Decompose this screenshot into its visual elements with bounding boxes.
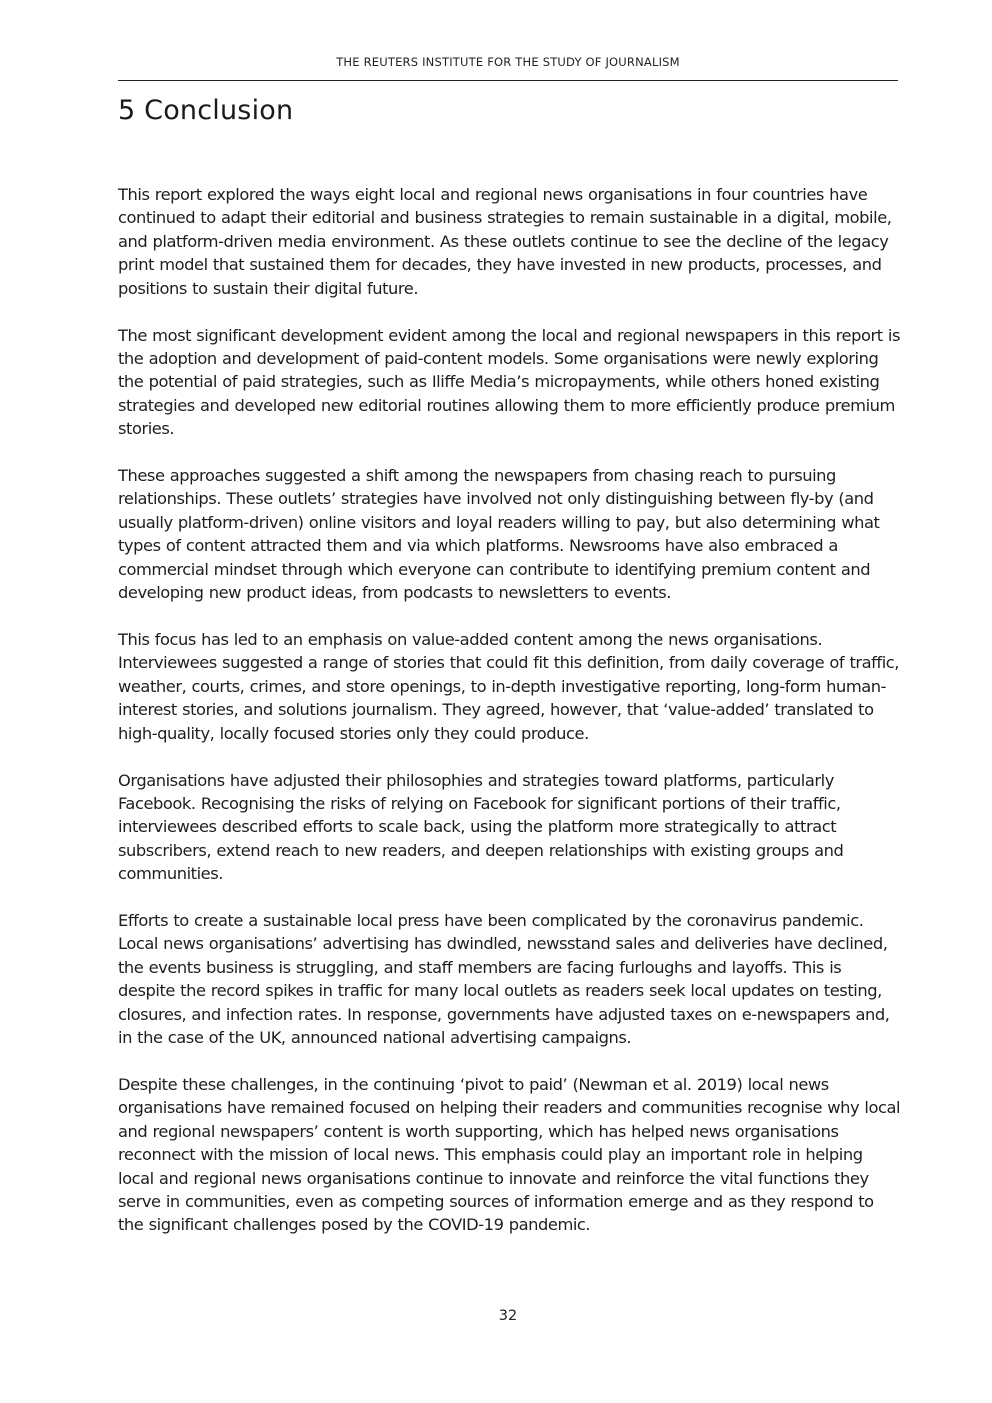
paragraph-7: Despite these challenges, in the continuing ‘pivot to paid’ (Newman et al. 2019) local news organisations have remained focused on helping their readers and communities recognise why local and regional newspapers’ content is worth supporting, which has helped news organisations reconnect with the mission of local news. This emphasis could play an important role in helping local and regional news organisations continue to innovate and reinforce the vital functions they serve in communities, even as competing sources of information emerge and as they respond to the significant challenges posed by the COVID-19 pandemic. [118, 1075, 901, 1235]
paragraph-1: This report explored the ways eight local and regional news organisations in four countries have continued to adapt their editorial and business strategies to remain sustainable in a digital, mobile, and platform-driven media environment. As these outlets continue to see the decline of the legacy print model that sustained them for decades, they have invested in new products, processes, and positions to sustain their digital future. [118, 185, 892, 298]
body-text [118, 183, 902, 1260]
header-divider [118, 80, 898, 81]
paragraph-4: This focus has led to an emphasis on value-added content among the news organisations. Interviewees suggested a range of stories that could fit this definition, from daily coverage of traffic, weather, courts, crimes, and store openings, to in-depth investigative reporting, long-form human-interest stories, and solutions journalism. They agreed, however, that ‘value-added’ translated to high-quality, locally focused stories only they could produce. [118, 630, 900, 743]
paragraph-3: These approaches suggested a shift among the newspapers from chasing reach to pursuing relationships. These outlets’ strategies have involved not only distinguishing between fly-by (and usually platform-driven) online visitors and loyal readers willing to pay, but also determining what types of content attracted them and via which platforms. Newsrooms have also embraced a commercial mindset through which everyone can contribute to identifying premium content and developing new product ideas, from podcasts to newsletters to events. [118, 466, 880, 603]
paragraph-6: Efforts to create a sustainable local press have been complicated by the coronavirus pandemic. Local news organisations’ advertising has dwindled, newsstand sales and deliveries have declined, the events business is struggling, and staff members are facing furloughs and layoffs. This is despite the record spikes in traffic for many local outlets as readers seek local updates on testing, closures, and infection rates. In response, governments have adjusted taxes on e-newspapers and, in the case of the UK, announced national advertising campaigns. [118, 911, 890, 1048]
paragraph-2: The most significant development evident among the local and regional newspapers in this report is the adoption and development of paid-content models. Some organisations were newly exploring the potential of paid strategies, such as Iliffe Media’s micropayments, while others honed existing strategies and developed new editorial routines allowing them to more efficiently produce premium stories. [118, 325, 901, 439]
section-title: 5 Conclusion [118, 95, 294, 126]
page-number: 32 [498, 1308, 518, 1324]
running-header: THE REUTERS INSTITUTE FOR THE STUDY OF JOURNALISM [336, 55, 680, 69]
paragraph-5: Organisations have adjusted their philosophies and strategies toward platforms, particularly Facebook. Recognising the risks of relying on Facebook for significant portions of their traffic, interviewees described efforts to scale back, using the platform more strategically to attract subscribers, extend reach to new readers, and deepen relationships with existing groups and communities. [118, 770, 844, 884]
